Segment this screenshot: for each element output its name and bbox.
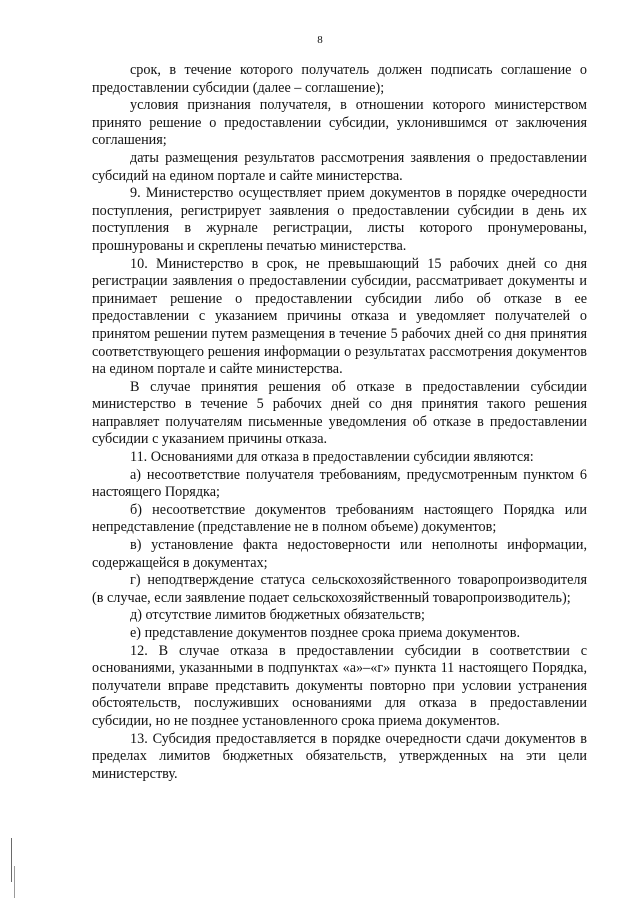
paragraph-item-11-e: е) представление документов позднее срока приема документов. bbox=[130, 625, 521, 641]
paragraph-item-13: 13. Субсидия предоставляется в порядке очередности сдачи документов в пределах лимитов бюджетных обязательств, утвержденных на эти цели министерству. bbox=[92, 730, 587, 782]
paragraph-item-12: 12. В случае отказа в предоставлении субсидии в соответствии с основаниями, указанными в подпунктах «а»–«г» пункта 11 настоящего Порядка, получатели вправе представить документы повторно при условии устранения обстоятельств, послуживших основаниями для отказа в предоставлении субсидии, но не позднее установленного срока приема документов. bbox=[92, 642, 587, 729]
scan-edge-mark bbox=[14, 866, 15, 898]
paragraph-item-11: 11. Основаниями для отказа в предоставлении субсидии являются: bbox=[130, 449, 534, 466]
document-body bbox=[92, 62, 587, 783]
scan-edge-mark bbox=[11, 838, 12, 882]
paragraph-item-11-g: г) неподтверждение статуса сельскохозяйственного товаропроизводителя (в случае, если заявление подает сельскохозяйственный товаропроизводитель); bbox=[92, 572, 587, 606]
paragraph-publication-dates: даты размещения результатов рассмотрения заявления о предоставлении субсидий на едином портале и сайте министерства. bbox=[92, 149, 587, 184]
paragraph-item-10: 10. Министерство в срок, не превышающий 15 рабочих дней со дня регистрации заявления о предоставлении субсидии, рассматривает документы и принимает решение о предоставлении субсидии либо об отказе в ее предоставлении с указанием причины отказа и уведомляет получателей о принятом решении путем размещения в течение 5 рабочих дней со дня принятия соответствующего решения информации о результатах рассмотрения документов на едином портале и сайте министерства. bbox=[92, 255, 587, 378]
paragraph-agreement-deadline: срок, в течение которого получатель должен подписать соглашение о предоставлении субсидии (далее – соглашение); bbox=[92, 62, 587, 96]
paragraph-item-11-b: б) несоответствие документов требованиям настоящего Порядка или непредставление (представление не в полном объеме) документов; bbox=[92, 501, 587, 536]
paragraph-refusal-notice: В случае принятия решения об отказе в предоставлении субсидии министерство в течение 5 рабочих дней со дня принятия такого решения направляет получателям письменные уведомления об отказе в предоставлении субсидии с указанием причины отказа. bbox=[92, 378, 587, 448]
paragraph-item-11-v: в) установление факта недостоверности или неполноты информации, содержащейся в документах; bbox=[92, 537, 587, 571]
paragraph-evasion-conditions: условия признания получателя, в отношении которого министерством принято решение о предоставлении субсидии, уклонившимся от заключения соглашения; bbox=[92, 97, 587, 149]
paragraph-item-9: 9. Министерство осуществляет прием документов в порядке очередности поступления, регистрирует заявления о предоставлении субсидии в день их поступления в журнале регистрации, листы которого пронумерованы, прошнурованы и скреплены печатью министерства. bbox=[92, 185, 587, 254]
paragraph-item-11-a: а) несоответствие получателя требованиям, предусмотренным пунктом 6 настоящего Порядка; bbox=[92, 466, 587, 501]
page-number: 8 bbox=[317, 34, 323, 46]
paragraph-item-11-d: д) отсутствие лимитов бюджетных обязательств; bbox=[130, 607, 425, 624]
